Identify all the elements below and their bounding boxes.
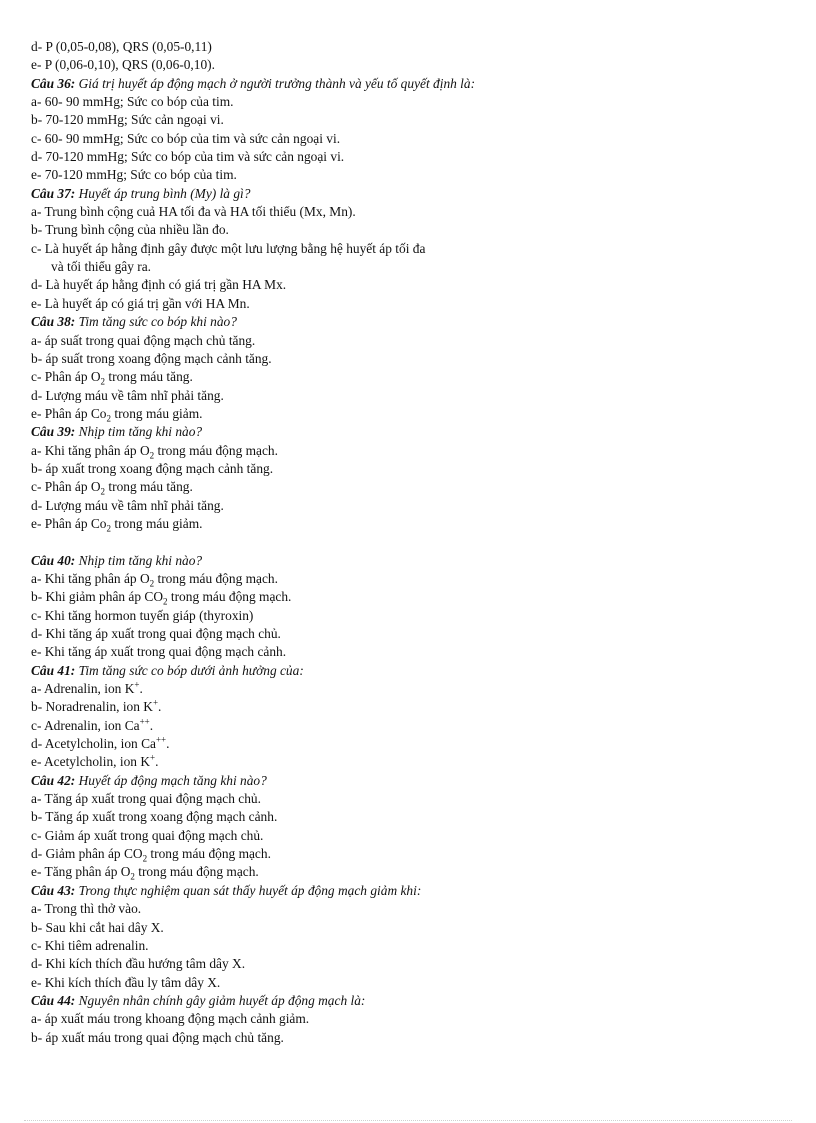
question-number: Câu 42: <box>31 772 76 788</box>
text-line: a- Trung bình cộng cuả HA tối đa và HA tối thiểu (Mx, Mn). <box>31 204 356 220</box>
text-line: a- áp xuất máu trong khoang động mạch cảnh giảm. <box>31 1011 310 1027</box>
subscript: 2 <box>100 376 106 387</box>
text-line: d- Lượng máu về tâm nhĩ phải tăng. <box>31 387 224 403</box>
question-number: Câu 38: <box>31 314 76 330</box>
text-line: c- Khi tiêm adrenalin. <box>31 937 149 953</box>
text-line-continuation: và tối thiểu gây ra. <box>51 259 152 275</box>
question-text: Nhịp tim tăng khi nào? <box>75 424 203 440</box>
text-line: a- Khi tăng phân áp $O_2$ trong máu động mạch. <box>31 442 278 461</box>
text-line: a- áp suất trong quai động mạch chủ tăng. <box>31 332 256 348</box>
question-number: Câu 36: <box>31 75 76 91</box>
text-line: e- Khi kích thích đầu ly tâm dây X. <box>31 974 221 990</box>
question-heading <box>31 552 791 570</box>
text-line: c- Phân áp $O_2$ trong máu tăng. <box>31 369 193 387</box>
question-heading <box>31 992 791 1010</box>
question-heading <box>31 882 791 900</box>
text-line: e- P (0,06-0,10), QRS (0,06-0,10). <box>31 57 215 73</box>
question-heading <box>31 75 791 93</box>
subscript: 2 <box>130 872 135 883</box>
text-line: c- Phân áp $O_2$ trong máu tăng. <box>31 479 193 497</box>
page-bottom-rule <box>24 1120 792 1121</box>
question-heading <box>31 185 791 203</box>
text-line: b- áp xuất trong xoang động mạch cảnh tăng. <box>31 460 274 476</box>
question-text: Trong thực nghiệm quan sát thấy huyết áp động mạch giảm khi: <box>75 882 422 898</box>
text-line: d- Khi kích thích đầu hướng tâm dây X. <box>31 956 246 972</box>
superscript: + <box>150 752 156 763</box>
question-heading <box>31 423 791 441</box>
question-number: Câu 40: <box>31 552 76 568</box>
text-line: d- 70-120 mmHg; Sức co bóp của tim và sức cản ngoại vi. <box>31 149 345 165</box>
text-line: a- Trong thì thở vào. <box>31 901 142 917</box>
subscript: 2 <box>100 486 106 497</box>
subscript: 2 <box>149 578 155 589</box>
question-text: Huyết áp trung bình (My) là gì? <box>75 185 251 201</box>
text-line: e- Phân áp $Co_2$ trong máu giảm. <box>31 405 203 424</box>
text-line: b- Tăng áp xuất trong xoang động mạch cảnh. <box>31 809 278 825</box>
question-heading <box>31 772 791 790</box>
question-text: Nguyên nhân chính gây giảm huyết áp động mạch là: <box>75 992 366 1008</box>
text-line: c- 60- 90 mmHg; Sức co bóp của tim và sức cản ngoại vi. <box>31 130 341 146</box>
question-text: Nhịp tim tăng khi nào? <box>75 552 203 568</box>
text-line: c- Adrenalin, ion Ca++. <box>31 716 154 733</box>
text-line: d- Giảm phân áp $CO_2$ trong máu động mạch. <box>31 846 271 864</box>
text-line: e- Là huyết áp có giá trị gần với HA Mn. <box>31 295 250 311</box>
subscript: 2 <box>163 596 168 607</box>
text-line: b- Trung bình cộng của nhiều lần đo. <box>31 222 229 238</box>
question-text: Tim tăng sức co bóp khi nào? <box>75 314 237 330</box>
question-text: Tim tăng sức co bóp dưới ảnh hưởng của: <box>75 662 304 678</box>
text-line: e- 70-120 mmHg; Sức co bóp của tim. <box>31 167 237 183</box>
subscript: 2 <box>149 450 155 461</box>
text-line: a- Tăng áp xuất trong quai động mạch chủ. <box>31 791 261 807</box>
question-text: Giá trị huyết áp động mạch ở người trưởng thành và yếu tố quyết định là: <box>75 75 476 91</box>
text-line: a- Adrenalin, ion K+. <box>31 679 143 697</box>
text-line: d- P (0,05-0,08), QRS (0,05-0,11) <box>31 39 212 54</box>
subscript: 2 <box>106 413 111 424</box>
text-line: e- Tăng phân áp $O_2$ trong máu động mạch. <box>31 864 259 883</box>
text-line: c- Là huyết áp hằng định gây được một lưu lượng bằng hệ huyết áp tối đa <box>31 240 426 256</box>
question-heading <box>31 662 791 680</box>
question-text: Huyết áp động mạch tăng khi nào? <box>75 772 267 788</box>
question-number: Câu 41: <box>31 662 76 678</box>
question-number: Câu 39: <box>31 424 76 440</box>
subscript: 2 <box>106 523 111 534</box>
question-number: Câu 43: <box>31 882 76 898</box>
text-line: b- 70-120 mmHg; Sức cản ngoại vi. <box>31 112 224 128</box>
document-page <box>31 38 791 1047</box>
text-line: e- Acetylcholin, ion K+. <box>31 752 159 770</box>
text-line: b- áp xuất máu trong quai động mạch chủ tăng. <box>31 1029 284 1045</box>
text-line: a- 60- 90 mmHg; Sức co bóp của tim. <box>31 94 234 110</box>
subscript: 2 <box>142 853 148 864</box>
text-line: b- Sau khi cắt hai dây X. <box>31 919 164 935</box>
superscript: + <box>134 679 140 690</box>
text-line: b- Khi giảm phân áp $CO_2$ trong máu động mạch. <box>31 589 292 607</box>
text-line: d- Khi tăng áp xuất trong quai động mạch chủ. <box>31 626 281 641</box>
question-number: Câu 44: <box>31 992 76 1008</box>
text-line: b- áp suất trong xoang động mạch cảnh tăng. <box>31 350 272 366</box>
text-line: c- Khi tăng hormon tuyến giáp (thyroxin) <box>31 607 254 623</box>
text-line: d- Acetylcholin, ion Ca++. <box>31 734 170 752</box>
text-line: c- Giảm áp xuất trong quai động mạch chủ. <box>31 827 264 843</box>
text-line: d- Là huyết áp hằng định có giá trị gần HA Mx. <box>31 277 287 293</box>
blank-line <box>31 533 791 551</box>
text-line: e- Khi tăng áp xuất trong quai động mạch cảnh. <box>31 644 287 660</box>
superscript: ++ <box>139 716 150 727</box>
text-line: e- Phân áp $Co_2$ trong máu giảm. <box>31 515 203 534</box>
text-line: a- Khi tăng phân áp $O_2$ trong máu động mạch. <box>31 570 278 589</box>
superscript: + <box>152 697 159 708</box>
text-line: d- Lượng máu về tâm nhĩ phải tăng. <box>31 497 224 513</box>
superscript: ++ <box>155 734 167 745</box>
text-line: b- Noradrenalin, ion K+. <box>31 697 162 715</box>
question-number: Câu 37: <box>31 185 76 201</box>
question-heading <box>31 313 791 331</box>
